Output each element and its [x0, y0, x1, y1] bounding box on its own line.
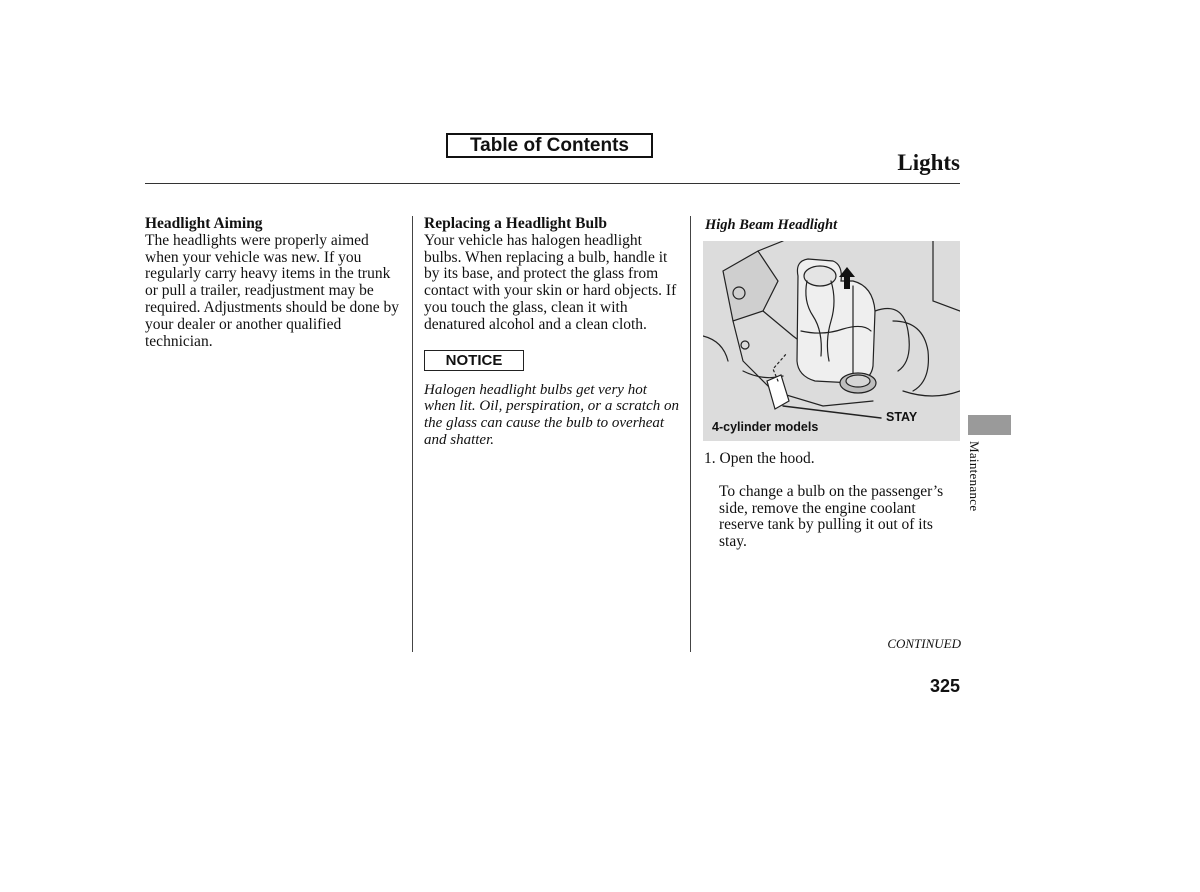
headlight-aiming-text: The headlights were properly aimed when your vehicle was new. If you regularly carry heavy items in the trunk or pull a trailer, readjustment may be required. Adjustments should be done by your dealer or another qualified technician. [145, 231, 399, 350]
figure-caption: 4-cylinder models [712, 420, 819, 434]
headlight-aiming-heading: Headlight Aiming [145, 215, 263, 232]
header-divider [145, 183, 960, 184]
step-1-detail: To change a bulb on the passenger’s side, remove the engine coolant reserve tank by pulling it out of its stay. [719, 482, 944, 551]
figure-stay-label: STAY [886, 410, 918, 424]
continued-label: CONTINUED [887, 636, 961, 651]
step-1: 1. Open the hood. [704, 450, 815, 467]
notice-label: NOTICE [424, 350, 524, 371]
page-title: Lights [897, 150, 960, 175]
section-tab-marker [968, 415, 1011, 435]
page-number: 325 [929, 676, 960, 696]
section-tab-label [968, 441, 986, 521]
headlight-aiming-section [145, 216, 403, 350]
section-tab-text: Maintenance [967, 441, 982, 512]
instructions-section [704, 451, 944, 551]
column-divider-1 [412, 216, 413, 652]
notice-text: Halogen headlight bulbs get very hot when lit. Oil, perspiration, or a scratch on the glass can cause the bulb to overheat and shatter. [424, 381, 679, 448]
replacing-bulb-section [424, 216, 682, 449]
replacing-bulb-text: Your vehicle has halogen headlight bulbs. When replacing a bulb, handle it by its base, and protect the glass from contact with your skin or hard objects. If you touch the glass, clean it with denatured alcohol and a clean cloth. [424, 231, 677, 333]
column-divider-2 [690, 216, 691, 652]
figure-title: High Beam Headlight [705, 217, 838, 233]
engine-illustration [703, 241, 960, 441]
table-of-contents-button[interactable]: Table of Contents [446, 133, 653, 158]
engine-figure [703, 241, 960, 441]
replacing-bulb-heading: Replacing a Headlight Bulb [424, 215, 608, 232]
